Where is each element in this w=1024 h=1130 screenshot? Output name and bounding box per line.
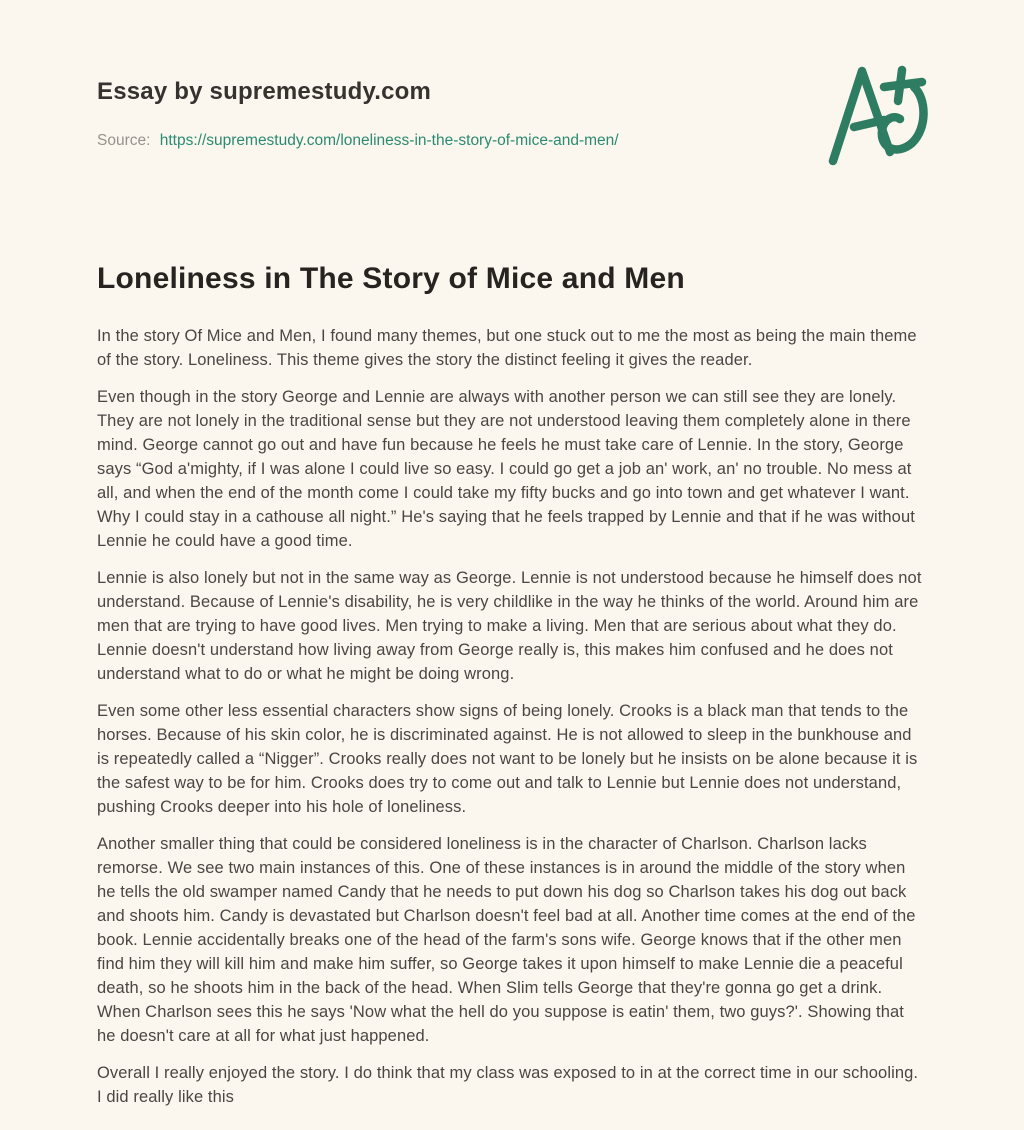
source-line [97, 132, 927, 150]
source-link[interactable]: https://supremestudy.com/loneliness-in-the-story-of-mice-and-men/ [159, 132, 619, 149]
source-label: Source: [97, 132, 151, 149]
a-plus-logo-glyph [828, 55, 938, 175]
essay-paragraph-6: Overall I really enjoyed the story. I do think that my class was exposed to in at the correct time in our schooling. I did really like this [97, 1064, 919, 1106]
essay-paragraph-3: Lennie is also lonely but not in the same way as George. Lennie is not understood because he himself does not understand. Because of Lennie's disability, he is very childlike in the way he thinks of the world. Around him are men that are trying to have good lives. Men trying to make a living. Men that are serious about what they do. Lennie doesn't understand how living away from George really is, this makes him confused and he does not understand what to do or what he might be doing wrong. [97, 569, 922, 683]
essay-paragraph-1: In the story Of Mice and Men, I found many themes, but one stuck out to me the most as being the main theme of the story. Loneliness. This theme gives the story the distinct feeling it gives the reader. [97, 327, 917, 369]
byline: Essay by supremestudy.com [97, 78, 432, 105]
essay-paragraph-4: Even some other less essential characters show signs of being lonely. Crooks is a black man that tends to the horses. Because of his skin color, he is discriminated against. He is not allowed to sleep in the bunkhouse and is repeatedly called a “Nigger”. Crooks really does not want to be lonely but he insists on be alone because it is the safest way to be for him. Crooks does try to come out and talk to Lennie but Lennie does not understand, pushing Crooks deeper into his hole of loneliness. [97, 702, 918, 816]
essay-title: Loneliness in The Story of Mice and Men [97, 262, 685, 295]
essay-paragraph-5: Another smaller thing that could be considered loneliness is in the character of Charlson. Charlson lacks remorse. We see two main instances of this. One of these instances is in around the middle of the story when he tells the old swamper named Candy that he needs to put down his dog so Charlson takes his dog out back and shoots him. Candy is devastated but Charlson doesn't feel bad at all. Another time comes at the end of the book. Lennie accidentally breaks one of the head of the farm's sons wife. George knows that if the other men find him they will kill him and make him suffer, so George takes it upon himself to make Lennie die a peaceful death, so he shoots him in the back of the head. When Slim tells George that they're gonna go get a drink. When Charlson sees this he says 'Now what the hell do you suppose is eatin' them, two guys?'. Showing that he doesn't care at all for what just happened. [97, 835, 916, 1045]
a-plus-logo [828, 55, 938, 175]
page-header [97, 78, 927, 150]
essay-paragraph-2: Even though in the story George and Lennie are always with another person we can still see they are lonely. They are not lonely in the traditional sense but they are not understood leaving them completely alone in there mind. George cannot go out and have fun because he feels he must take care of Lennie. In the story, George says “God a'mighty, if I was alone I could live so easy. I could go get a job an' work, an' no trouble. No mess at all, and when the end of the month come I could take my fifty bucks and go into town and get whatever I want. Why I could stay in a cathouse all night.” He's saying that he feels trapped by Lennie and that if he was without Lennie he could have a good time. [97, 388, 915, 550]
essay-body [97, 324, 927, 1109]
